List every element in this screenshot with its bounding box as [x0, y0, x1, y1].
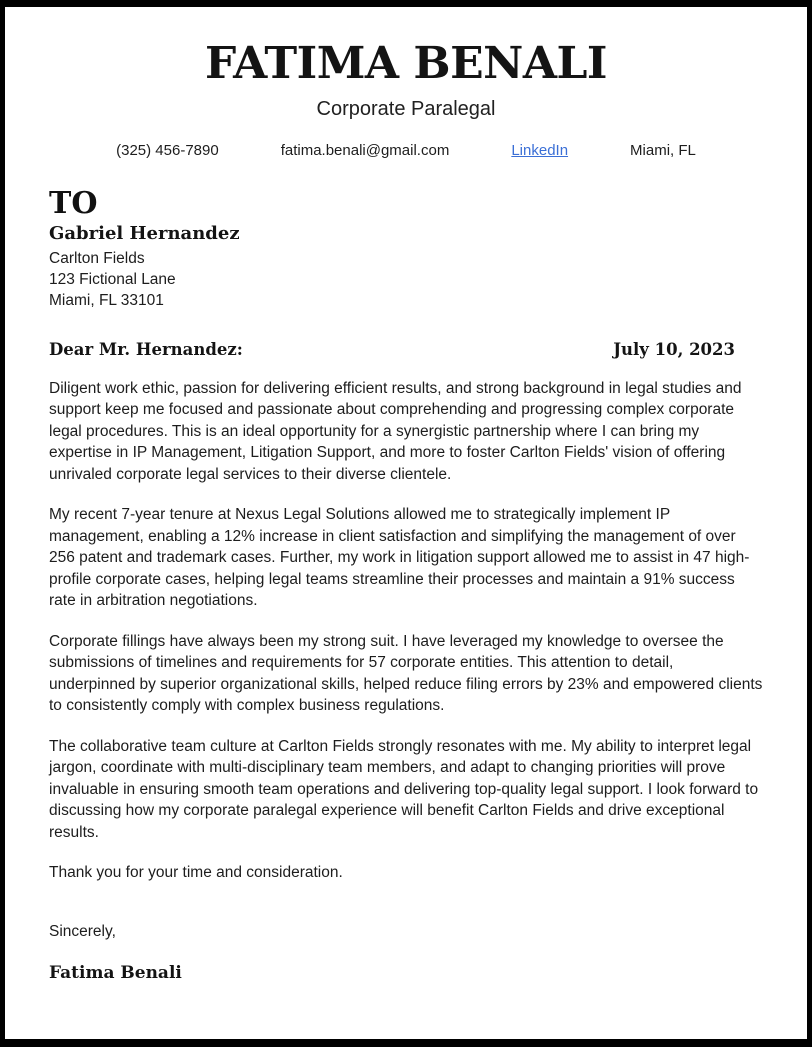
- recipient-company: Carlton Fields: [49, 249, 145, 267]
- body-paragraph-1: Diligent work ethic, passion for delivering efficient results, and strong background in legal studies and support keep me focused and passionate about comprehending and progressing complex corporate legal procedures. This is an ideal opportunity for a synergistic partnership where I can bring my expertise in IP Management, Litigation Support, and more to foster Carlton Fields' vision of offering unrivaled corporate legal services to their diverse clientele.: [49, 379, 742, 483]
- recipient-name: Gabriel Hernandez: [49, 222, 240, 244]
- to-heading: TO: [49, 185, 98, 221]
- recipient-city-line: Miami, FL 33101: [49, 291, 164, 309]
- letter-date: July 10, 2023: [613, 339, 735, 359]
- signature-name: Fatima Benali: [49, 963, 182, 984]
- location-text: Miami, FL: [630, 141, 696, 159]
- body-paragraph-2: My recent 7-year tenure at Nexus Legal Solutions allowed me to strategically implement IP management, enabling a 12% increase in client satisfaction and simplifying the management of over 256 patent and trademark cases. Further, my work in litigation support allowed me to assist in 47 high-profile corporate cases, helping legal teams streamline their processes and maintain a 91% success rate in arbitration negotiations.: [49, 506, 750, 610]
- salutation: Dear Mr. Hernandez:: [49, 339, 243, 359]
- recipient-block: [49, 187, 763, 311]
- contact-row: [49, 142, 763, 159]
- phone-number: (325) 456-7890: [116, 141, 219, 159]
- thank-you-line: Thank you for your time and consideration.: [49, 864, 343, 882]
- body-paragraph-4: The collaborative team culture at Carlton Fields strongly resonates with me. My ability to interpret legal jargon, coordinate with multi-disciplinary team members, and adapt to changing priorities will prove invaluable in ensuring smooth team operations and delivering top-quality legal support. I look forward to discussing how my corporate paralegal experience will benefit Carlton Fields and drive exceptional results.: [49, 737, 759, 841]
- body-paragraph-3: Corporate fillings have always been my strong suit. I have leveraged my knowledge to oversee the submissions of timelines and requirements for 57 corporate entities. This attention to detail, underpinned by superior organizational skills, helped reduce filing errors by 23% and empowered clients to consistently comply with complex business regulations.: [49, 632, 763, 715]
- email-address: fatima.benali@gmail.com: [280, 141, 450, 159]
- linkedin-link[interactable]: LinkedIn: [511, 141, 569, 159]
- candidate-title: Corporate Paralegal: [316, 97, 496, 120]
- letter-body: [49, 378, 763, 985]
- recipient-address-line: 123 Fictional Lane: [49, 270, 176, 288]
- salutation-row: [49, 340, 763, 359]
- candidate-name: FATIMA BENALI: [205, 38, 607, 89]
- closing-line: Sincerely,: [49, 922, 116, 940]
- letter-header: [49, 38, 763, 159]
